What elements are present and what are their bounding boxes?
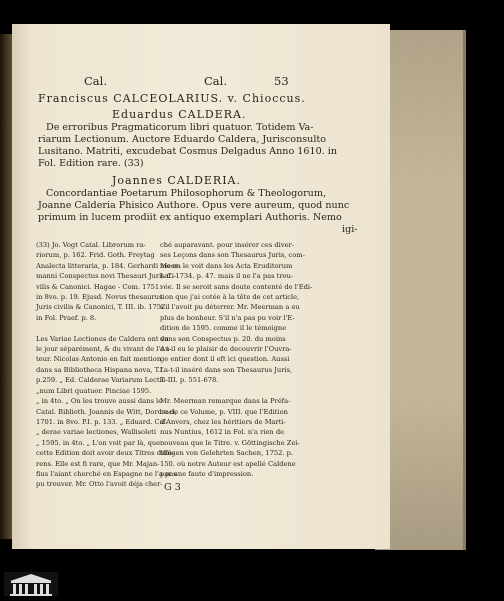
- footnote-line: 150. où notre Auteur est apellé Caldene: [160, 459, 296, 468]
- footnote-line: manni Conspectus novi Thesauri Juris Ci-: [36, 272, 177, 281]
- footnote-line: dans sa Bibliotheca Hispana nova, T.I.: [36, 365, 165, 374]
- footnote-line: p.259. „ Ed. Calderae Variarum Lectio-: [36, 376, 168, 385]
- footnote-line: Analecta litteraria, p. 184. Gerhardi Meer-: [36, 261, 181, 270]
- book-page: [12, 24, 390, 549]
- footnote-line: dition de 1595. comme il le témoigne: [160, 324, 287, 333]
- footnote-line: nus Nuntius, 1612 in Fol. n'a rien de: [160, 428, 285, 437]
- footnote-line: riorum, p. 162. Frid. Goth. Freytag: [36, 251, 155, 260]
- footnote-line: d'Anvers, chez les héritiers de Marti-: [160, 417, 286, 426]
- running-head-left: Cal.: [84, 74, 107, 88]
- footnote-line: pu trouver. Mr. Otto l'avoit déja cher-: [36, 480, 163, 489]
- book-spread: [0, 24, 470, 554]
- footnote-line: Mr. Meerman remarque dans la Préfa-: [160, 397, 291, 406]
- footnote-line: cette Edition doit avoir deux Titres diffé-: [36, 449, 175, 458]
- running-head-center: Cal.: [204, 74, 227, 88]
- footnote-line: l'a-t-il inséré dans son Thesaurus Juris,: [160, 365, 293, 374]
- footnote-line: ce de ce Volume, p. VIII. que l'Edition: [160, 407, 288, 416]
- catchword: igi-: [342, 224, 358, 235]
- footnote-line: in 8vo. p. 19. Ejusd. Novus thesaurus: [36, 293, 163, 302]
- footnote-line: nouveau que le Titre. v. Göttingische Zei-: [160, 438, 300, 447]
- footnote-line: in Fol. Praef. p. 8.: [36, 313, 97, 322]
- footnote-line: par une faute d'impression.: [160, 469, 254, 478]
- footnote-line: fius l'aiant cherché en Espagne ne l'a pas: [36, 469, 177, 478]
- entry-line: Concordantiae Poetarum Philosophorum & Theologorum,: [46, 188, 326, 199]
- footnote-line: Catal. Biblioth. Joannis de Witt, Dordraci,: [36, 407, 178, 416]
- footnote-line: dans son Conspectus p. 20. du moins: [160, 334, 286, 343]
- signature-mark: G 3: [164, 482, 181, 493]
- entry-line: De erroribus Pragmaticorum libri quatuor. Totidem Va-: [46, 122, 314, 133]
- entry-line: Lusitano. Matriti, excudebat Cosmus Delgadus Anno 1610. in: [38, 146, 338, 157]
- entry-line: riarum Lectionum. Auctore Eduardo Caldera, Jurisconsulto: [38, 134, 327, 145]
- footer-bar: [0, 566, 504, 601]
- footnote-line: „ in 4to. „ On les trouve aussi dans le: [36, 397, 163, 406]
- footnote-line: [36, 323, 154, 333]
- footnote-column-right: [160, 240, 313, 479]
- footnote-line: „ derae variae lectiones, Wallisoleti: [36, 428, 156, 437]
- page-number: 53: [274, 74, 289, 88]
- footnote-line: „num Libri quatuor. Pinciae 1595.: [36, 386, 152, 395]
- footnote-line: teur. Nicolas Antonio en fait mention: [36, 355, 162, 364]
- footnote-line: rens. Elle est fi rare, que Mr. Majan-: [36, 459, 160, 468]
- footnote-line: Les Variae Lectiones de Caldera ont vu: [36, 334, 169, 343]
- footnote-line: le jour séparément, & du vivant de l'Au-: [36, 345, 172, 354]
- footnote-line: me on le voit dans les Acta Eruditorum: [160, 261, 293, 270]
- footnote-line: Juris civilis & Canonici, T. III. ib. 1752.: [36, 303, 168, 312]
- footnote-line: „ 1595. in 4to. „ L'on voit par là, que: [36, 438, 161, 447]
- footnote-line: [160, 386, 278, 396]
- footnote-line: s'il l'avoit pu déterrer. Mr. Meerman a eu: [160, 303, 300, 312]
- entry-author-caldera: Eduardus CALDERA.: [112, 108, 247, 121]
- footnote-line: tungen von Gelehrten Sachen, 1752. p.: [160, 449, 294, 458]
- footnote-line: ses Leçons dans son Thesaurus Juris, com-: [160, 251, 305, 260]
- library-building-logo: [4, 572, 58, 596]
- footnote-line: (33) Jo. Vogt Catal. Librorum ra-: [36, 241, 146, 249]
- footnote-line: tion que j'ai cotée à la tête de cet article,: [160, 293, 300, 302]
- footnote-line: ge entier dont il eft ici question. Aussi: [160, 355, 290, 364]
- footnote-line: plus de bonheur. S'il n'a pas pu voir l'E-: [160, 313, 295, 322]
- footnote-line: vée. Il se seroit sans doute contenté de l'Edi-: [160, 282, 313, 291]
- footnote-line: 1701. in 8vo. P.I. p. 133. „ Eduard. Cal-: [36, 417, 169, 426]
- entry-line: primum in lucem prodiit ex antiquo exemplari Authoris. Nemo: [38, 212, 342, 223]
- entry-author-calderia: Joannes CALDERIA.: [112, 174, 241, 187]
- footnote-line: ché auparavant. pour insérer ces diver-: [160, 241, 295, 249]
- entry-heading-calceolarius: Franciscus CALCEOLARIUS. v. Chioccus.: [38, 92, 306, 105]
- footnote-line: vilis & Canonici. Hagae - Com. 1751.: [36, 282, 162, 291]
- footnote-line: Lat. 1734. p. 47. mais il ne l'a pas trou-: [160, 272, 294, 281]
- entry-line: Fol. Edition rare. (33): [38, 158, 144, 169]
- footnote-line: a t-il eu le plaisir de decouvrir l'Ouvra-: [160, 345, 292, 354]
- footnote-line: T. III. p. 551-678.: [160, 376, 219, 385]
- entry-line: Joanne Calderia Phisico Authore. Opus vere aureum, quod nunc: [38, 200, 350, 211]
